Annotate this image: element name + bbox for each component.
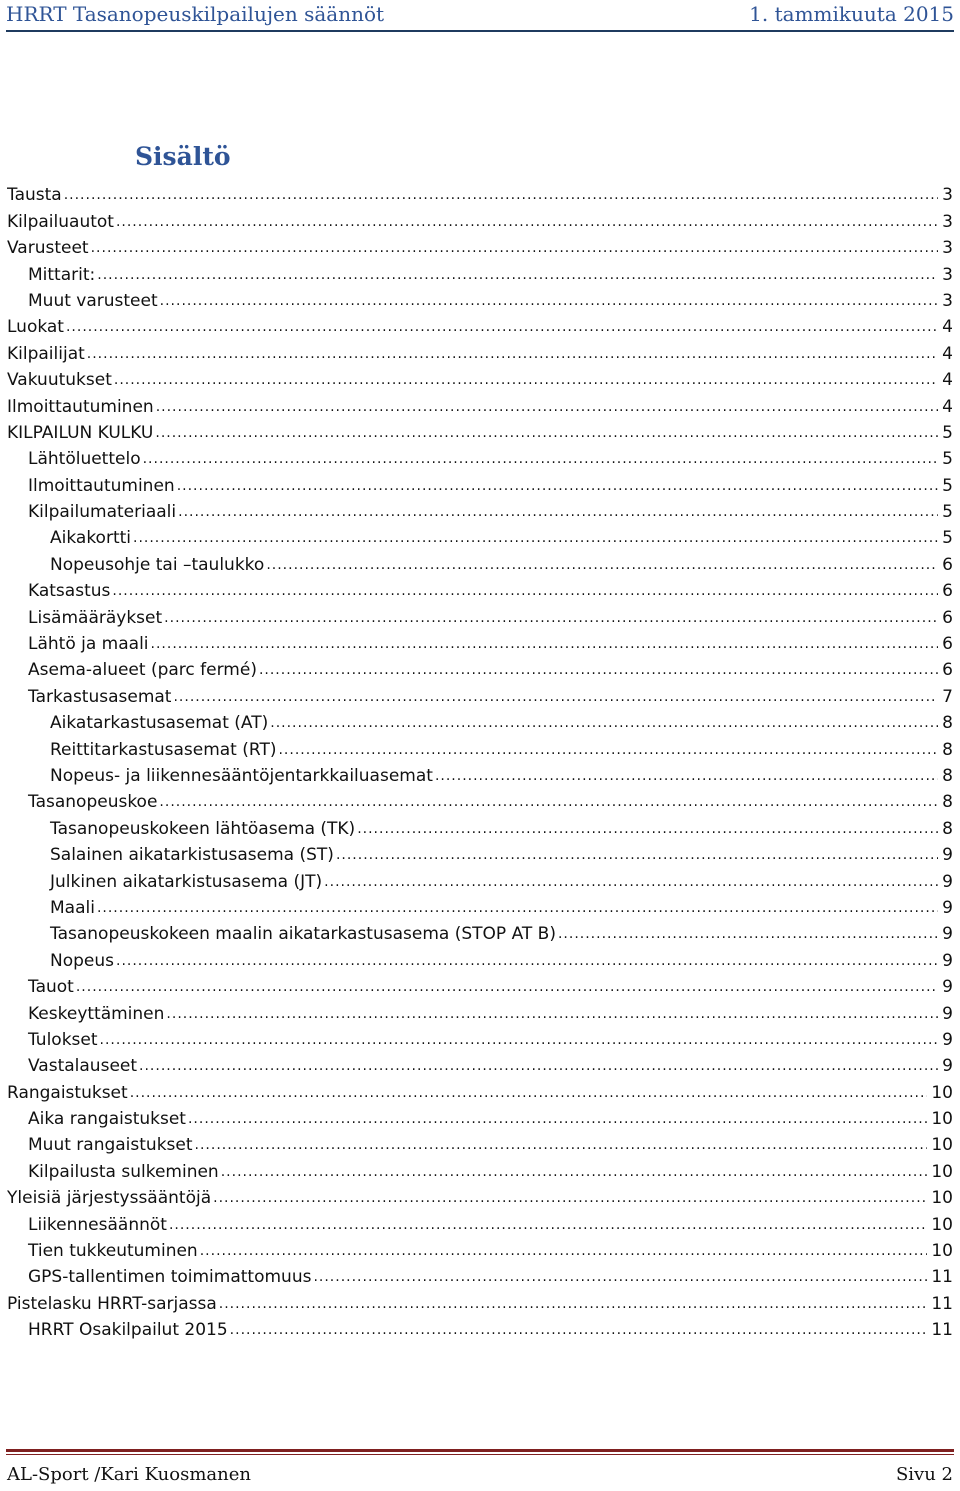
header-document-title: HRRT Tasanopeuskilpailujen säännöt: [6, 2, 385, 26]
toc-entry-title: Tasanopeuskoe: [28, 792, 158, 813]
toc-entry-title: Aika rangaistukset: [28, 1109, 186, 1130]
toc-entry-title: Ilmoittautuminen: [7, 396, 154, 417]
toc-entry-title: Liikennesäännöt: [28, 1214, 167, 1235]
toc-dot-leader: [112, 583, 938, 599]
toc-entry-page: 8: [942, 765, 953, 786]
toc-dot-leader: [195, 1137, 928, 1153]
toc-entry[interactable]: [7, 654, 953, 680]
toc-entry[interactable]: [7, 1076, 953, 1102]
toc-dot-leader: [156, 399, 938, 415]
toc-entry-title: Rangaistukset: [7, 1082, 128, 1103]
toc-entry[interactable]: [7, 1103, 953, 1129]
toc-entry[interactable]: [7, 179, 953, 205]
toc-dot-leader: [313, 1269, 927, 1285]
toc-entry-title: Muut rangaistukset: [28, 1135, 193, 1156]
toc-entry[interactable]: [7, 337, 953, 363]
toc-entry[interactable]: [7, 971, 953, 997]
toc-dot-leader: [336, 847, 938, 863]
toc-entry-page: 9: [942, 1029, 953, 1050]
toc-entry-title: Keskeyttäminen: [28, 1003, 165, 1024]
toc-entry-page: 9: [942, 871, 953, 892]
toc-entry[interactable]: [7, 628, 953, 654]
toc-dot-leader: [324, 874, 938, 890]
toc-entry[interactable]: [7, 285, 953, 311]
toc-dot-leader: [278, 742, 938, 758]
toc-dot-leader: [114, 372, 938, 388]
toc-entry[interactable]: [7, 601, 953, 627]
toc-entry[interactable]: [7, 865, 953, 891]
toc-entry-title: Tausta: [7, 185, 62, 206]
toc-entry-title: Julkinen aikatarkistusasema (JT): [50, 871, 323, 892]
toc-entry-title: Maali: [50, 897, 95, 918]
page-header: [6, 0, 954, 32]
toc-dot-leader: [155, 425, 938, 441]
toc-entry-page: 4: [942, 317, 953, 338]
toc-dot-leader: [97, 900, 938, 916]
toc-entry-page: 4: [942, 396, 953, 417]
toc-dot-leader: [133, 530, 938, 546]
toc-entry-page: 9: [942, 924, 953, 945]
toc-entry-page: 3: [942, 290, 953, 311]
toc-dot-leader: [173, 689, 938, 705]
toc-entry[interactable]: [7, 1208, 953, 1234]
toc-entry-page: 9: [942, 1056, 953, 1077]
toc-entry[interactable]: [7, 205, 953, 231]
toc-entry-page: 6: [942, 634, 953, 655]
toc-entry[interactable]: [7, 733, 953, 759]
toc-dot-leader: [116, 214, 938, 230]
toc-entry[interactable]: [7, 469, 953, 495]
header-date: 1. tammikuuta 2015: [749, 2, 954, 26]
toc-entry[interactable]: [7, 548, 953, 574]
toc-entry[interactable]: [7, 839, 953, 865]
toc-dot-leader: [151, 636, 939, 652]
toc-dot-leader: [97, 267, 938, 283]
toc-entry[interactable]: [7, 1235, 953, 1261]
toc-entry[interactable]: [7, 892, 953, 918]
toc-entry-title: Tasanopeuskokeen maalin aikatarkastusasema (STOP AT B): [50, 924, 556, 945]
toc-entry-title: Tasanopeuskokeen lähtöasema (TK): [50, 818, 356, 839]
toc-dot-leader: [64, 187, 938, 203]
toc-entry-page: 8: [942, 713, 953, 734]
toc-entry-title: Kilpailuautot: [7, 211, 114, 232]
toc-entry[interactable]: [7, 1024, 953, 1050]
toc-entry-page: 3: [942, 211, 953, 232]
toc-entry[interactable]: [7, 390, 953, 416]
toc-entry-page: 9: [942, 897, 953, 918]
toc-entry-page: 5: [942, 528, 953, 549]
toc-entry-title: HRRT Osakilpailut 2015: [28, 1320, 228, 1341]
toc-entry-title: Aikatarkastusasemat (AT): [50, 713, 269, 734]
toc-entry-page: 10: [931, 1161, 953, 1182]
toc-dot-leader: [200, 1243, 928, 1259]
toc-dot-leader: [130, 1085, 928, 1101]
toc-entry-title: Tien tukkeutuminen: [28, 1241, 198, 1262]
toc-entry-title: Reittitarkastusasemat (RT): [50, 739, 277, 760]
toc-entry[interactable]: [7, 311, 953, 337]
toc-dot-leader: [259, 662, 938, 678]
toc-entry-page: 11: [931, 1320, 953, 1341]
toc-entry-page: 3: [942, 264, 953, 285]
toc-entry-page: 10: [931, 1082, 953, 1103]
toc-entry-title: Vastalauseet: [28, 1056, 138, 1077]
toc-dot-leader: [100, 1032, 939, 1048]
toc-entry[interactable]: [7, 760, 953, 786]
toc-entry-page: 9: [942, 977, 953, 998]
toc-entry-title: Ilmoittautuminen: [28, 475, 175, 496]
toc-entry-title: Salainen aikatarkistusasema (ST): [50, 845, 334, 866]
toc-entry-page: 9: [942, 1003, 953, 1024]
toc-dot-leader: [177, 478, 938, 494]
toc-entry[interactable]: [7, 443, 953, 469]
toc-entry[interactable]: [7, 258, 953, 284]
toc-entry-title: Kilpailijat: [7, 343, 85, 364]
toc-entry-page: 5: [942, 502, 953, 523]
toc-entry-title: Nopeusohje tai –taulukko: [50, 554, 265, 575]
toc-entry-page: 10: [931, 1188, 953, 1209]
toc-entry-page: 8: [942, 818, 953, 839]
toc-entry-title: Lähtö ja maali: [28, 634, 149, 655]
toc-dot-leader: [188, 1111, 927, 1127]
toc-entry[interactable]: [7, 522, 953, 548]
toc-entry[interactable]: [7, 496, 953, 522]
toc-entry[interactable]: [7, 997, 953, 1023]
toc-dot-leader: [270, 715, 938, 731]
toc-entry[interactable]: [7, 680, 953, 706]
footer-rule-thin: [6, 1454, 954, 1455]
toc-entry-title: Tauot: [28, 977, 74, 998]
toc-entry-title: Aikakortti: [50, 528, 131, 549]
toc-dot-leader: [87, 346, 938, 362]
toc-entry-page: 5: [942, 449, 953, 470]
toc-entry[interactable]: [7, 1261, 953, 1287]
toc-dot-leader: [230, 1322, 928, 1338]
toc-entry-title: Katsastus: [28, 581, 111, 602]
toc-entry-page: 6: [942, 581, 953, 602]
toc-entry-title: Muut varusteet: [28, 290, 158, 311]
toc-entry-title: Vakuutukset: [7, 370, 112, 391]
toc-entry-page: 5: [942, 475, 953, 496]
toc-entry[interactable]: [7, 812, 953, 838]
toc-entry-page: 8: [942, 739, 953, 760]
toc-entry-title: Tarkastusasemat: [28, 686, 172, 707]
table-of-contents: [7, 179, 953, 1340]
toc-dot-leader: [266, 557, 938, 573]
toc-dot-leader: [178, 504, 938, 520]
toc-entry[interactable]: [7, 1050, 953, 1076]
footer-author: AL-Sport /Kari Kuosmanen: [7, 1464, 251, 1485]
toc-entry-page: 6: [942, 554, 953, 575]
toc-entry-page: 10: [931, 1109, 953, 1130]
toc-entry-title: KILPAILUN KULKU: [7, 422, 154, 443]
toc-dot-leader: [116, 953, 938, 969]
toc-entry-page: 7: [942, 686, 953, 707]
toc-entry[interactable]: [7, 364, 953, 390]
toc-entry-page: 8: [942, 792, 953, 813]
toc-entry-title: Yleisiä järjestyssääntöjä: [7, 1188, 212, 1209]
toc-entry-title: Asema-alueet (parc fermé): [28, 660, 257, 681]
toc-dot-leader: [159, 794, 938, 810]
toc-dot-leader: [164, 610, 938, 626]
toc-entry[interactable]: [7, 575, 953, 601]
toc-dot-leader: [139, 1058, 938, 1074]
toc-entry-page: 9: [942, 845, 953, 866]
toc-dot-leader: [160, 293, 939, 309]
toc-entry[interactable]: [7, 232, 953, 258]
toc-dot-leader: [213, 1190, 927, 1206]
toc-entry-page: 6: [942, 660, 953, 681]
toc-entry[interactable]: [7, 1287, 953, 1313]
toc-entry-title: Nopeus: [50, 950, 114, 971]
toc-entry[interactable]: [7, 1314, 953, 1340]
toc-entry-title: GPS-tallentimen toimimattomuus: [28, 1267, 312, 1288]
toc-entry-title: Nopeus- ja liikennesääntöjentarkkailuasemat: [50, 765, 433, 786]
toc-entry-page: 10: [931, 1135, 953, 1156]
toc-dot-leader: [219, 1296, 928, 1312]
toc-entry-title: Lisämääräykset: [28, 607, 163, 628]
toc-entry[interactable]: [7, 417, 953, 443]
toc-entry[interactable]: [7, 1129, 953, 1155]
toc-entry-page: 6: [942, 607, 953, 628]
toc-entry[interactable]: [7, 944, 953, 970]
toc-entry-page: 4: [942, 343, 953, 364]
toc-entry-page: 4: [942, 370, 953, 391]
toc-entry-title: Tulokset: [28, 1029, 98, 1050]
toc-dot-leader: [166, 1006, 938, 1022]
toc-entry-title: Mittarit:: [28, 264, 96, 285]
toc-entry-title: Luokat: [7, 317, 64, 338]
toc-entry[interactable]: [7, 707, 953, 733]
toc-entry-page: 10: [931, 1214, 953, 1235]
toc-dot-leader: [76, 979, 938, 995]
toc-entry-title: Kilpailumateriaali: [28, 502, 177, 523]
toc-entry[interactable]: [7, 1155, 953, 1181]
toc-dot-leader: [143, 451, 939, 467]
toc-entry-title: Lähtöluettelo: [28, 449, 141, 470]
toc-entry[interactable]: [7, 1182, 953, 1208]
toc-dot-leader: [169, 1217, 927, 1233]
toc-dot-leader: [357, 821, 938, 837]
toc-entry[interactable]: [7, 786, 953, 812]
footer-rule-thick: [6, 1449, 954, 1452]
page-footer: [7, 1462, 953, 1488]
footer-page-number: Sivu 2: [895, 1464, 953, 1485]
toc-dot-leader: [91, 240, 939, 256]
toc-entry-page: 10: [931, 1241, 953, 1262]
toc-dot-leader: [558, 926, 938, 942]
toc-dot-leader: [435, 768, 938, 784]
toc-entry-page: 3: [942, 238, 953, 259]
toc-entry-title: Varusteet: [7, 238, 89, 259]
toc-entry-page: 11: [931, 1267, 953, 1288]
toc-dot-leader: [66, 319, 938, 335]
toc-entry-page: 3: [942, 185, 953, 206]
toc-entry[interactable]: [7, 918, 953, 944]
toc-entry-page: 11: [931, 1293, 953, 1314]
toc-entry-title: Pistelasku HRRT-sarjassa: [7, 1293, 217, 1314]
toc-entry-title: Kilpailusta sulkeminen: [28, 1161, 219, 1182]
toc-dot-leader: [221, 1164, 928, 1180]
toc-entry-page: 9: [942, 950, 953, 971]
toc-heading: Sisältö: [135, 142, 231, 171]
toc-entry-page: 5: [942, 422, 953, 443]
